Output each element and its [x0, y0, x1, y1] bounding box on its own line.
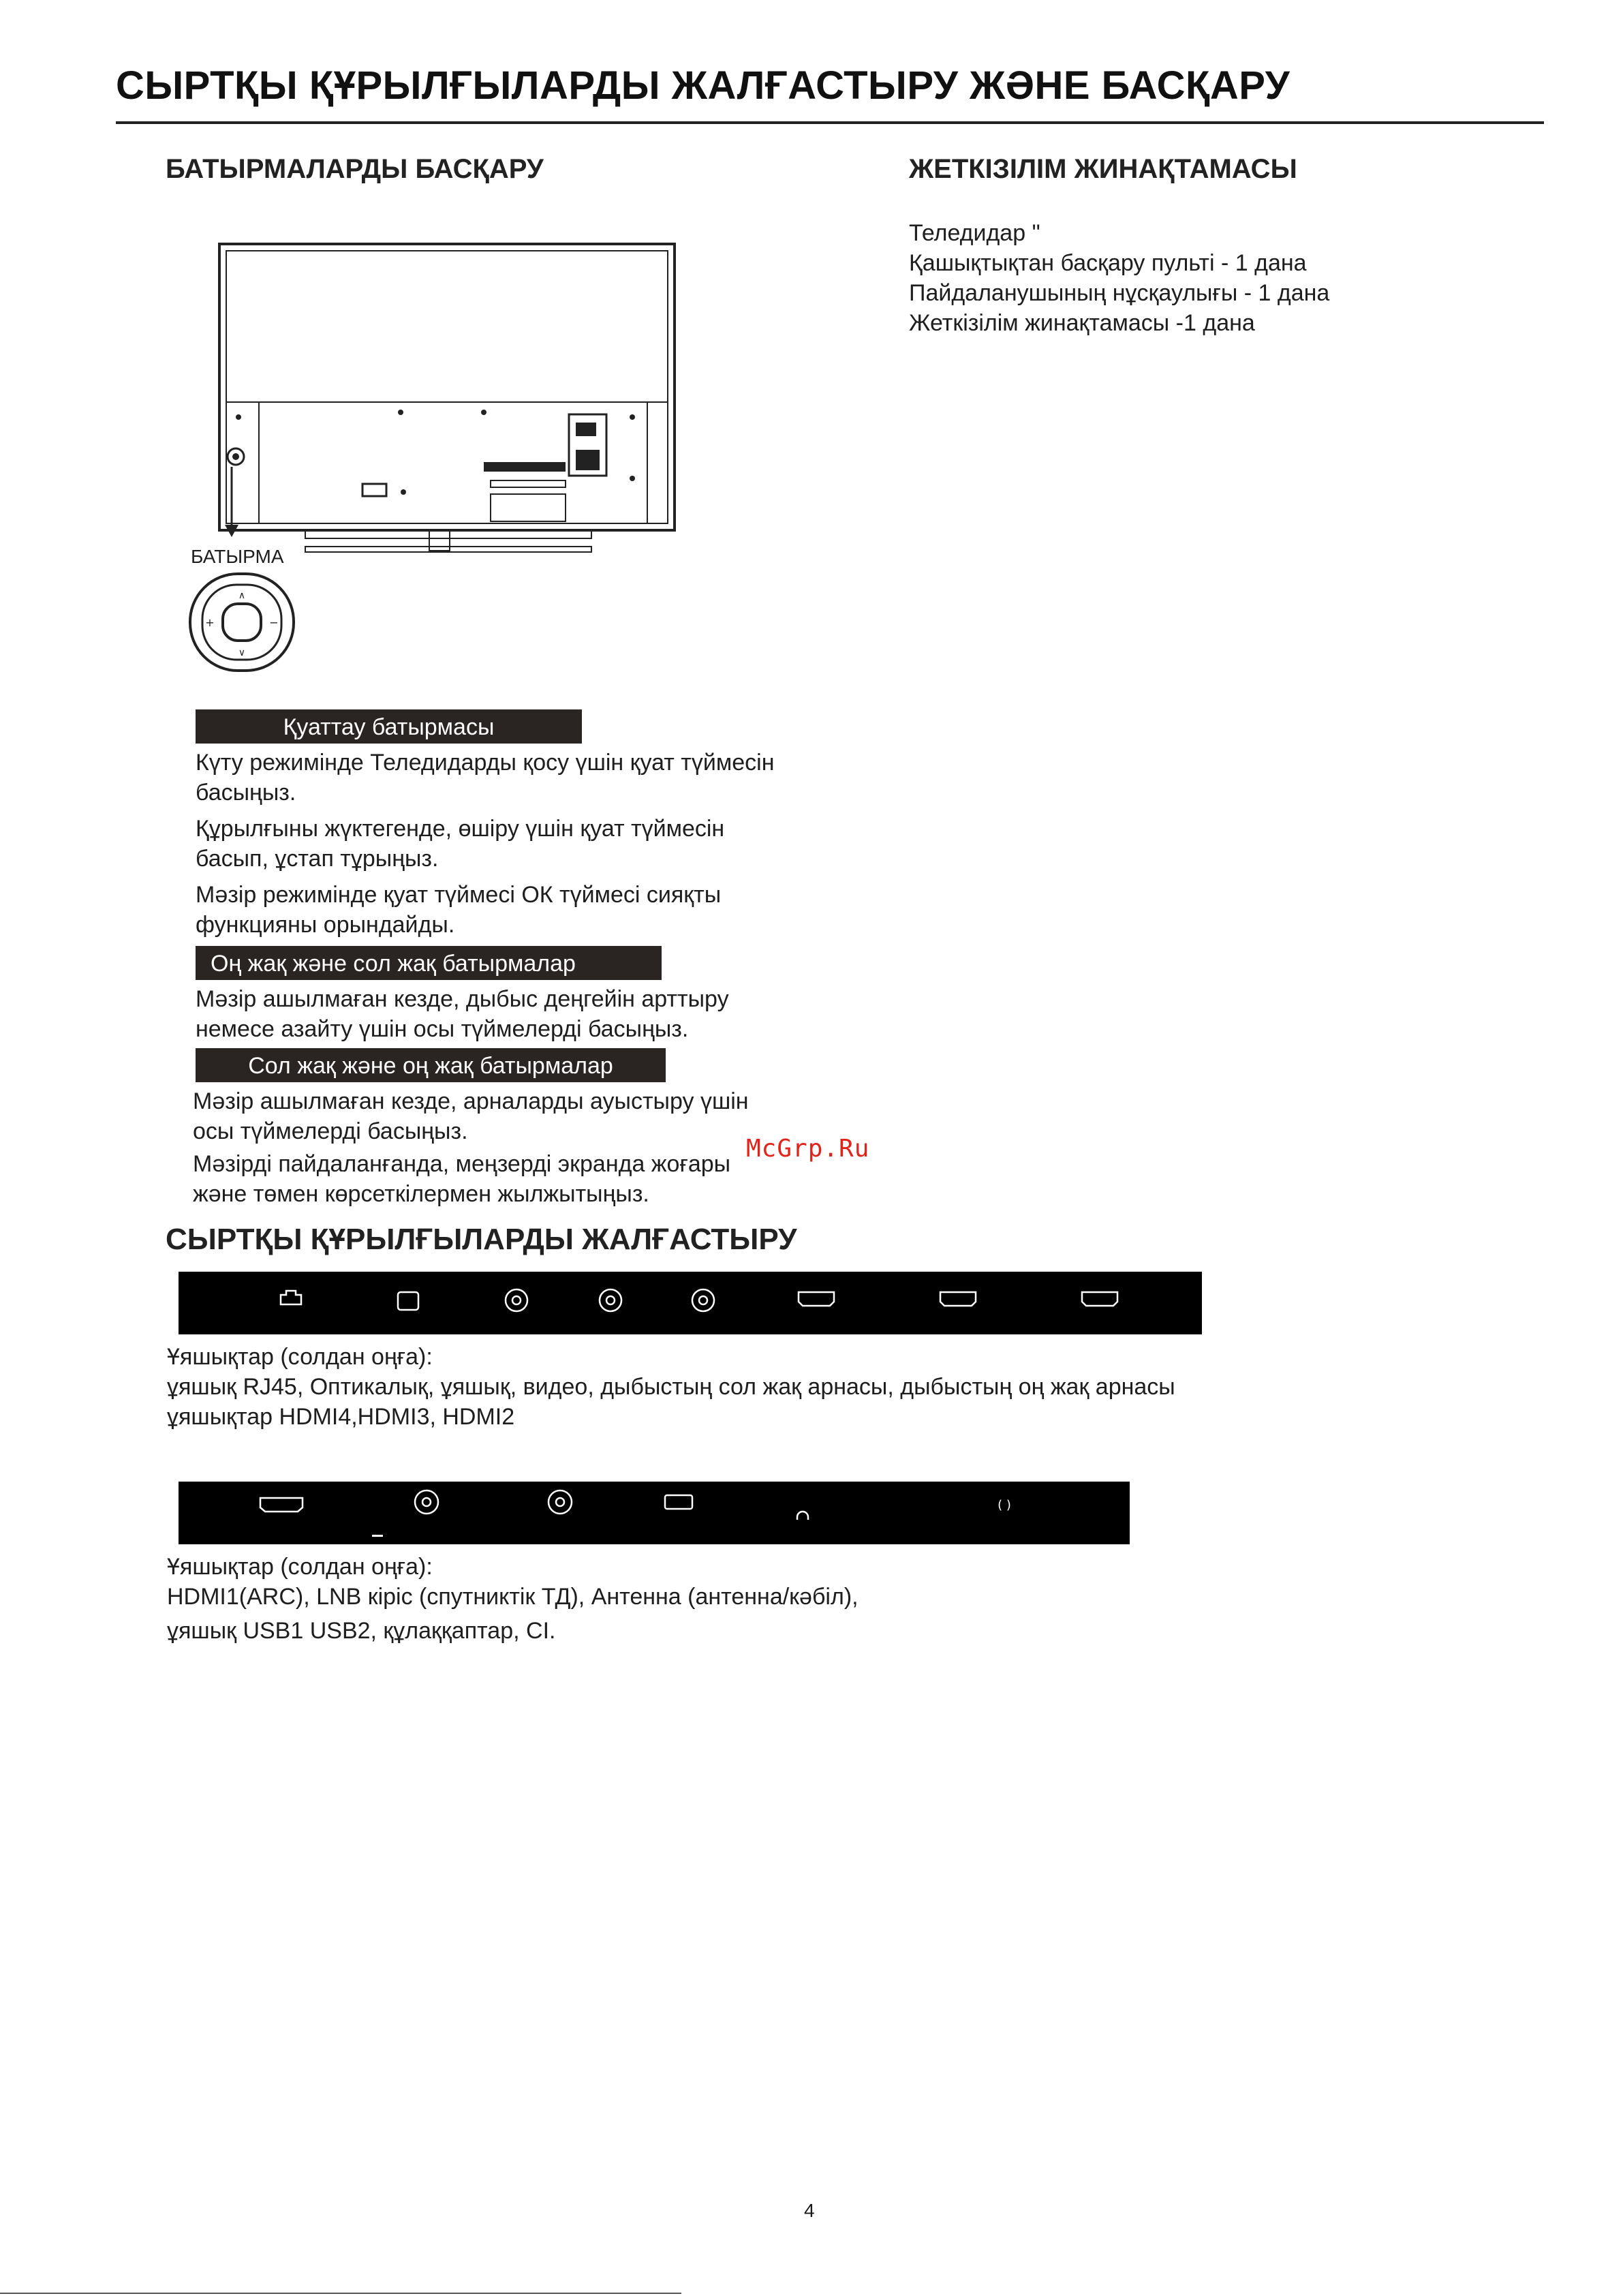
text-line: HDMI1(ARC), LNB кіріс (спутниктік ТД), Антенна (антенна/кәбіл),: [167, 1584, 859, 1610]
package-item: Қашықтықтан басқару пульті - 1 дана: [909, 250, 1307, 276]
text-line: Күту режимінде Теледидарды қосу үшін қуат түймесін: [196, 750, 775, 776]
power-button-description: [196, 748, 775, 940]
optical-icon: [398, 1292, 418, 1310]
watermark: McGrp.Ru: [746, 1135, 870, 1163]
svg-text:( ): ( ): [998, 1498, 1011, 1512]
panel-1-description: [167, 1342, 1175, 1432]
button-caption: БАТЫРМА: [191, 546, 284, 567]
package-list: [909, 218, 1329, 338]
bottom-rule: [0, 2293, 681, 2294]
hdmi-icon: [940, 1292, 976, 1306]
av-jack-icon: [506, 1289, 527, 1311]
text-line: ұяшықтар HDMI4,HDMI3, HDMI2: [167, 1404, 515, 1430]
title-rule: [116, 121, 1544, 124]
text-line: немесе азайту үшін осы түймелерді басыңыз.: [196, 1016, 689, 1042]
package-item: Пайдаланушының нұсқаулығы - 1 дана: [909, 280, 1330, 306]
right-left-buttons-label: Оң жақ және сол жақ батырмалар: [196, 946, 662, 980]
rj45-icon: [281, 1291, 301, 1304]
text-line: Мәзір ашылмаған кезде, арналарды ауыстыру үшін: [193, 1088, 749, 1114]
text-line: осы түймелерді басыңыз.: [193, 1118, 468, 1144]
text-line: басыңыз.: [196, 780, 296, 806]
page-title: СЫРТҚЫ ҚҰРЫЛҒЫЛАРДЫ ЖАЛҒАСТЫРУ ЖӘНЕ БАСҚАРУ: [116, 63, 1290, 108]
text-line: ұяшық RJ45, Оптикалық, ұяшық, видео, дыбыстың сол жақ арнасы, дыбыстың оң жақ арнасы: [167, 1374, 1175, 1400]
joystick-button-illustration: [187, 571, 296, 673]
right-left-buttons-description: [196, 984, 729, 1044]
headphone-icon: [797, 1512, 808, 1520]
ci-slot-icon: [998, 1498, 1011, 1512]
page-number: 4: [804, 2200, 815, 2221]
usb-icon: [665, 1495, 692, 1509]
text-line: Құрылғыны жүктегенде, өшіру үшін қуат түймесін: [196, 816, 725, 842]
buttons-section-title: БАТЫРМАЛАРДЫ БАСҚАРУ: [166, 154, 544, 184]
text-line: Ұяшықтар (солдан оңға):: [167, 1344, 433, 1370]
left-right-buttons-description: [193, 1086, 749, 1209]
text-line: функцияны орындайды.: [196, 912, 455, 938]
coax-icon: [415, 1490, 438, 1514]
hdmi-icon: [260, 1498, 383, 1537]
av-jack-icon: [600, 1289, 621, 1311]
av-jack-icon: [692, 1289, 714, 1311]
power-button-label: Қуаттау батырмасы: [196, 709, 582, 744]
text-line: және төмен көрсеткілермен жылжытыңыз.: [193, 1181, 649, 1207]
svg-text:−: −: [269, 616, 279, 629]
panel-2-description: [167, 1552, 859, 1646]
package-item: Жеткізілім жинақтамасы -1 дана: [909, 310, 1255, 336]
connector-panel-1: [179, 1272, 1202, 1334]
text-line: Ұяшықтар (солдан оңға):: [167, 1554, 433, 1580]
hdmi-icon: [799, 1292, 834, 1306]
svg-text:∧: ∧: [238, 590, 246, 601]
package-section-title: ЖЕТКІЗІЛІМ ЖИНАҚТАМАСЫ: [909, 154, 1297, 184]
tv-rear-illustration: [204, 232, 695, 559]
text-line: Мәзірді пайдаланғанда, меңзерді экранда жоғары: [193, 1151, 731, 1177]
svg-text:+: +: [205, 616, 215, 629]
connector-panel-2: [179, 1482, 1130, 1544]
package-item: Теледидар ": [909, 220, 1040, 246]
left-right-buttons-label: Сол жақ және оң жақ батырмалар: [196, 1048, 666, 1082]
text-line: Мәзір ашылмаған кезде, дыбыс деңгейін арттыру: [196, 986, 729, 1012]
text-line: басып, ұстап тұрыңыз.: [196, 846, 439, 872]
coax-icon: [548, 1490, 572, 1514]
svg-text:∨: ∨: [238, 647, 246, 658]
connect-section-title: СЫРТҚЫ ҚҰРЫЛҒЫЛАРДЫ ЖАЛҒАСТЫРУ: [166, 1223, 797, 1256]
text-line: Мәзір режимінде қуат түймесі ОК түймесі сияқты: [196, 882, 722, 908]
hdmi-icon: [1082, 1292, 1117, 1306]
text-line: ұяшық USB1 USB2, құлаққаптар, CI.: [167, 1618, 556, 1644]
